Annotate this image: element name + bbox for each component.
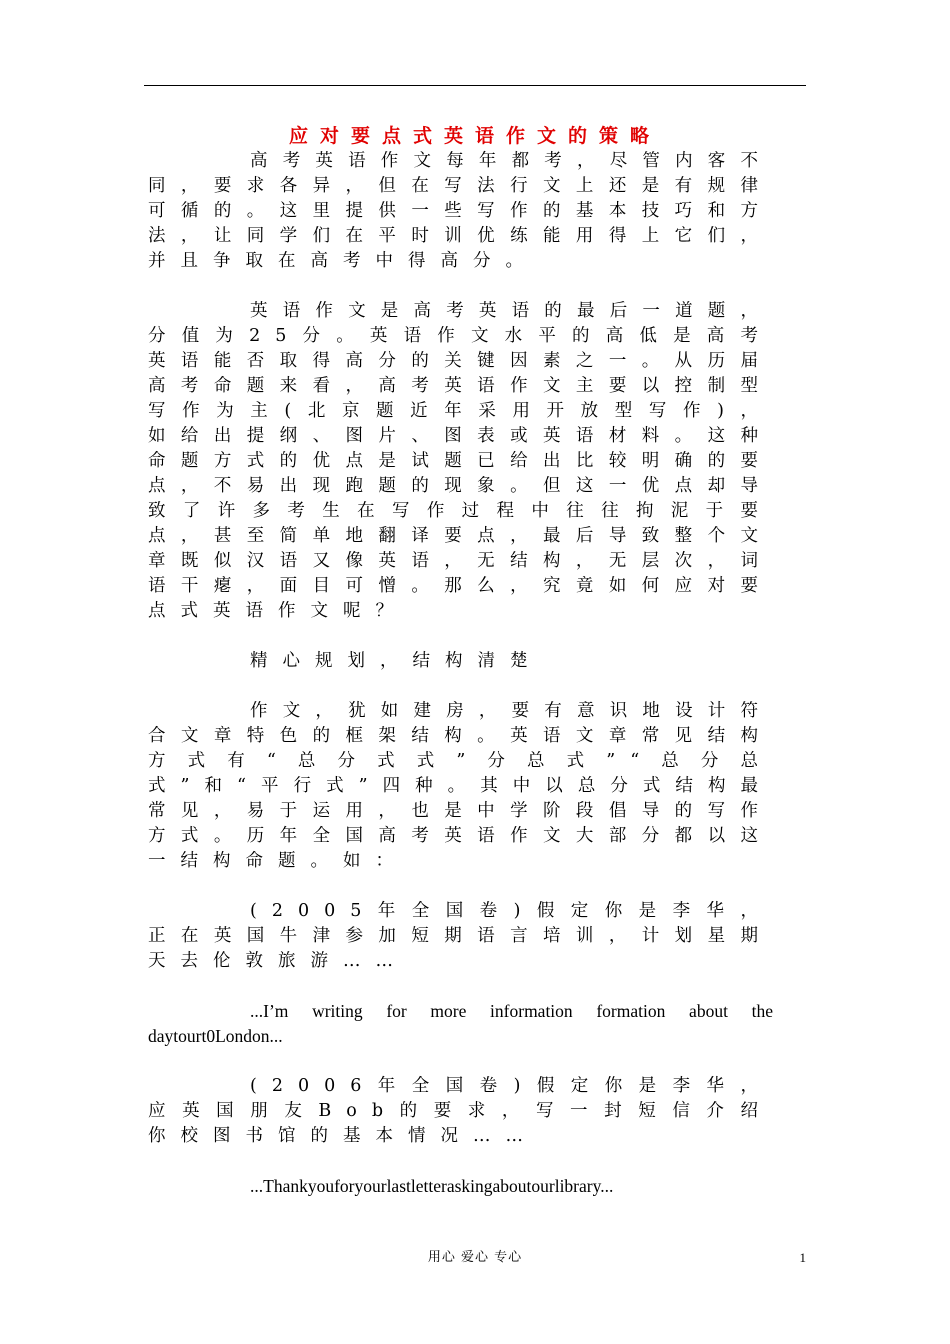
document-body <box>148 149 773 1224</box>
example-2005-answer: ...I’m writing for more information formation about the daytourt0London... <box>148 1001 773 1046</box>
paragraph-intro: 高考英语作文每年都考，尽管内客不同，要求各异，但在写法行文上还是有规律可循的。这里提供一些写作的基本技巧和方法，让同学们在平时训优练能用得上它们，并且争取在高考中得高分。 <box>148 151 773 271</box>
footer-motto: 用心 爱心 专心 <box>427 1250 523 1265</box>
page-number: 1 <box>799 1250 806 1265</box>
section-heading: 精心规划，结构清楚 <box>250 651 543 671</box>
example-2006-answer: ...Thankyouforyourlastletteraskingaboutourlibrary... <box>250 1176 614 1196</box>
paragraph-structure: 作文，犹如建房，要有意识地设计符合文章特色的框架结构。英语文章常见结构方式有“总分式式”分总式”“总分总式”和“平行式”四种。其中以总分式结构最常见，易于运用，也是中学阶段倡导的写作方式。历年全国高考英语作文大部分都以这一结构命题。如： <box>148 701 773 871</box>
page-title: 应对要点式英语作文的策略 <box>288 125 661 147</box>
example-2005-prompt: (2005年全国卷)假定你是李华，正在英国牛津参加短期语言培训，计划星期天去伦敦旅游…… <box>148 901 773 971</box>
header-rule <box>144 85 806 86</box>
paragraph-background: 英语作文是高考英语的最后一道题，分值为25分。英语作文水平的高低是高考英语能否取得高分的关键因素之一。从历届高考命题来看，高考英语作文主要以控制型写作为主(北京题近年采用开放型写作)，如给出提纲、图片、图表或英语材料。这种命题方式的优点是试题已给出比较明确的要点，不易出现跑题的现象。但这一优点却导致了许多考生在写作过程中往往拘泥于要点，甚至简单地翻译要点，最后导致整个文章既似汉语又像英语，无结构，无层次，词语干瘪，面目可憎。那么，究竟如何应对要点式英语作文呢？ <box>148 301 773 621</box>
example-2006-prompt: (2006年全国卷)假定你是李华，应英国朋友Bob的要求，写一封短信介绍你校图书馆的基本情况…… <box>148 1076 773 1146</box>
